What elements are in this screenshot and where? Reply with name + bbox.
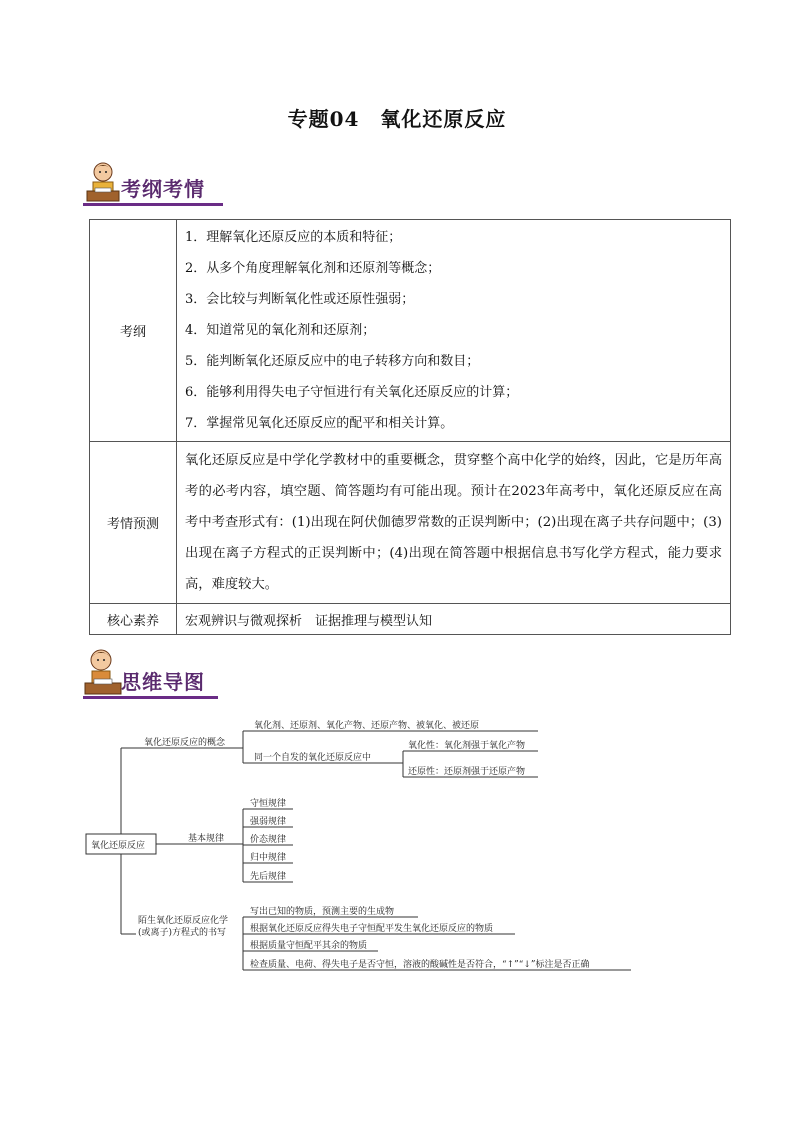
concept-node-label: 氧化还原反应的概念: [144, 738, 226, 748]
list-item: 2．从多个角度理解氧化剂和还原剂等概念；: [185, 261, 441, 276]
forecast-text: 氧化还原反应是中学化学教材中的重要概念，贯穿整个高中化学的始终，因此，它是历年高考的必考内容，填空题、简答题均有可能出现。预计在2023年高考中，氧化还原反应在高考中考查形式有：(1)出现在阿伏伽德罗常数的正误判断中；(2)出现在离子共存问题中；(3)出现在离子方程式的正误判断中；(4)出现在简答题中根据信息书写化学方程式，能力要求高，难度较大。: [185, 453, 722, 592]
section-heading-label: 思维导图: [121, 670, 205, 694]
writing-step: 根据氧化还原反应得失电子守恒配平发生氧化还原反应的物质: [250, 924, 494, 934]
law-item: 强弱规律: [250, 817, 287, 827]
root-node-label: 氧化还原反应: [91, 841, 146, 851]
concept-terms: 氧化剂、还原剂、氧化产物、还原产物、被氧化、被还原: [254, 721, 480, 731]
laws-node-label: 基本规律: [188, 834, 225, 844]
student-writing-icon: [81, 647, 125, 697]
section-underline: [83, 203, 223, 206]
oxidizing-rule: 氧化性：氧化剂强于氧化产物: [408, 741, 526, 751]
law-item: 守恒规律: [250, 799, 287, 809]
same-reaction-node: 同一个自发的氧化还原反应中: [254, 753, 372, 763]
writing-node-label-line1: 陌生氧化还原反应化学: [138, 916, 229, 926]
list-item: 1．理解氧化还原反应的本质和特征；: [185, 230, 402, 245]
list-item: 5．能判断氧化还原反应中的电子转移方向和数目；: [185, 354, 480, 369]
exam-info-table: [89, 219, 731, 635]
section-heading-label: 考纲考情: [121, 177, 205, 201]
row-key-outline: 考纲: [90, 220, 177, 442]
table-row: [90, 442, 731, 604]
law-item: 先后规律: [250, 872, 287, 882]
mind-map: [78, 710, 648, 975]
writing-step: 检查质量、电荷、得失电子是否守恒，溶液的酸碱性是否符合，“↑”“↓”标注是否正确: [250, 960, 590, 970]
section-heading-exam-outline: [83, 172, 223, 206]
row-key-literacy: 核心素养: [90, 604, 177, 635]
writing-step: 根据质量守恒配平其余的物质: [250, 941, 368, 951]
outline-list: [177, 220, 731, 442]
row-key-forecast: 考情预测: [90, 442, 177, 604]
forecast-cell: [177, 442, 731, 604]
literacy-text: 宏观辨识与微观探析 证据推理与模型认知: [177, 604, 731, 635]
law-item: 价态规律: [250, 835, 287, 845]
list-item: 3．会比较与判断氧化性或还原性强弱；: [185, 292, 415, 307]
student-reading-icon: [81, 160, 125, 204]
list-item: 6．能够利用得失电子守恒进行有关氧化还原反应的计算；: [185, 385, 519, 400]
law-item: 归中规律: [250, 853, 287, 863]
page-title: 专题04 氧化还原反应: [287, 107, 507, 131]
section-heading-mindmap: [83, 665, 218, 699]
list-item: 7．掌握常见氧化还原反应的配平和相关计算。: [185, 416, 454, 431]
list-item: 4．知道常见的氧化剂和还原剂；: [185, 323, 376, 338]
reducing-rule: 还原性：还原剂强于还原产物: [408, 767, 526, 777]
table-row: [90, 604, 731, 635]
writing-node-label-line2: (或离子)方程式的书写: [138, 928, 227, 938]
writing-step: 写出已知的物质，预测主要的生成物: [250, 907, 395, 917]
table-row: [90, 220, 731, 442]
section-underline: [83, 696, 218, 699]
